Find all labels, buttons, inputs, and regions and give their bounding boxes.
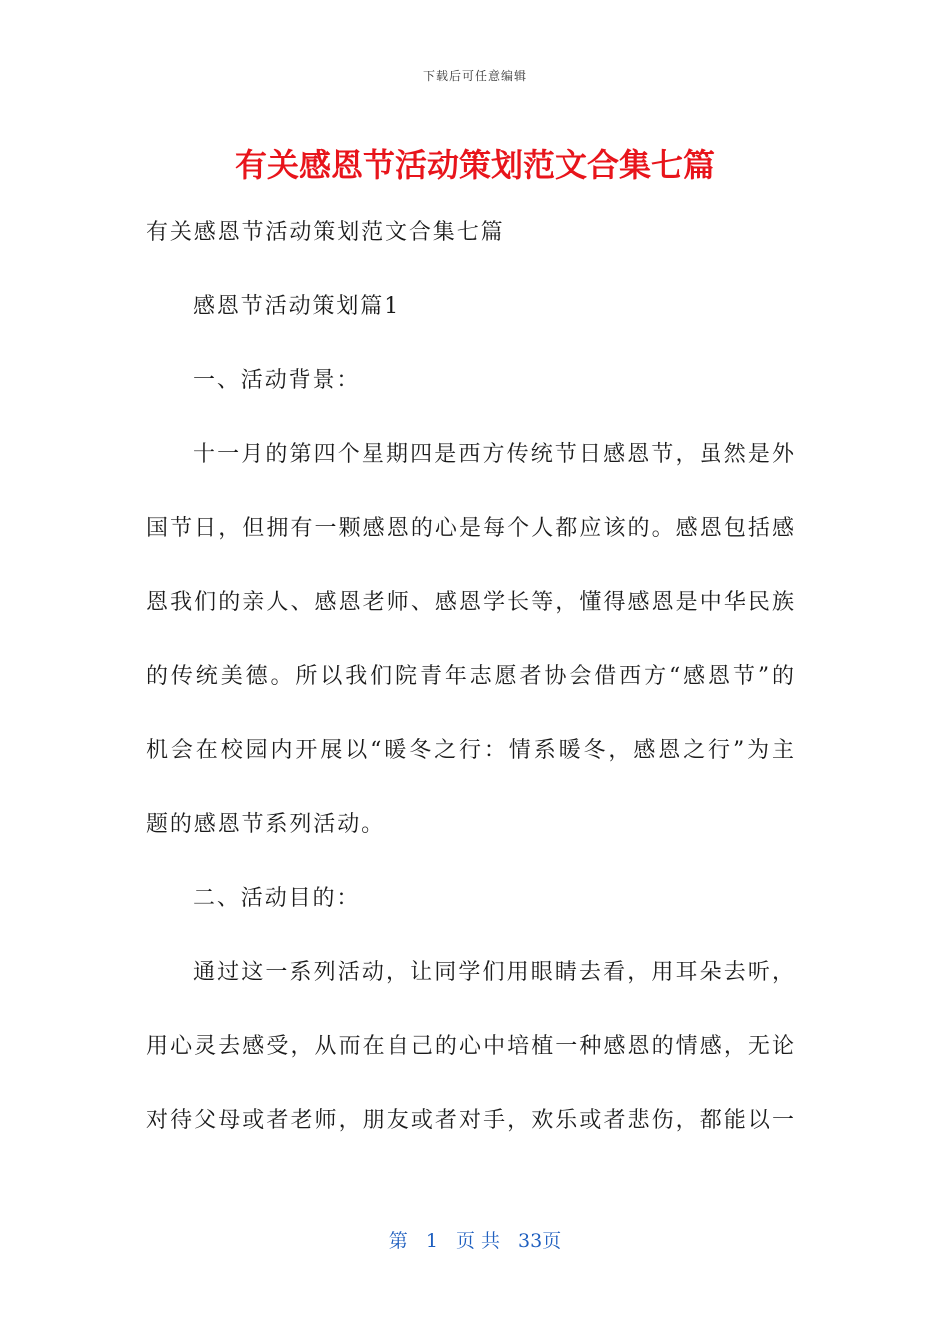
- subsection-heading: 一、活动背景：: [193, 368, 361, 393]
- paragraph-line: 的传统美德。所以我们院青年志愿者协会借西方“感恩节”的: [146, 664, 794, 689]
- paragraph-line: 用心灵去感受，从而在自己的心中培植一种感恩的情感，无论: [146, 1034, 794, 1059]
- paragraph-line: 题的感恩节系列活动。: [146, 812, 386, 837]
- paragraph-line: 十一月的第四个星期四是西方传统节日感恩节，虽然是外: [193, 442, 794, 467]
- paragraph-line: 通过这一系列活动，让同学们用眼睛去看，用耳朵去听，: [193, 960, 794, 985]
- footer-prefix: 第: [388, 1230, 408, 1252]
- body-subtitle: 有关感恩节活动策划范文合集七篇: [146, 220, 505, 245]
- page-number-footer: [0, 1226, 950, 1253]
- footer-total-pages: 33页: [518, 1230, 562, 1252]
- section-heading: 感恩节活动策划篇1: [193, 294, 401, 319]
- download-note: 下载后可任意编辑: [422, 69, 527, 83]
- footer-current-page: 1: [425, 1230, 438, 1252]
- footer-middle: 页 共: [455, 1230, 500, 1252]
- subsection-heading: 二、活动目的：: [193, 886, 361, 911]
- document-title: 有关感恩节活动策划范文合集七篇: [234, 146, 715, 184]
- paragraph-line: 国节日，但拥有一颗感恩的心是每个人都应该的。感恩包括感: [146, 516, 794, 541]
- document-body: [146, 196, 794, 1158]
- paragraph-line: 恩我们的亲人、感恩老师、感恩学长等，懂得感恩是中华民族: [146, 590, 794, 615]
- paragraph-line: 对待父母或者老师，朋友或者对手，欢乐或者悲伤，都能以一: [146, 1108, 794, 1133]
- paragraph-line: 机会在校园内开展以“暖冬之行：情系暖冬，感恩之行”为主: [146, 738, 794, 763]
